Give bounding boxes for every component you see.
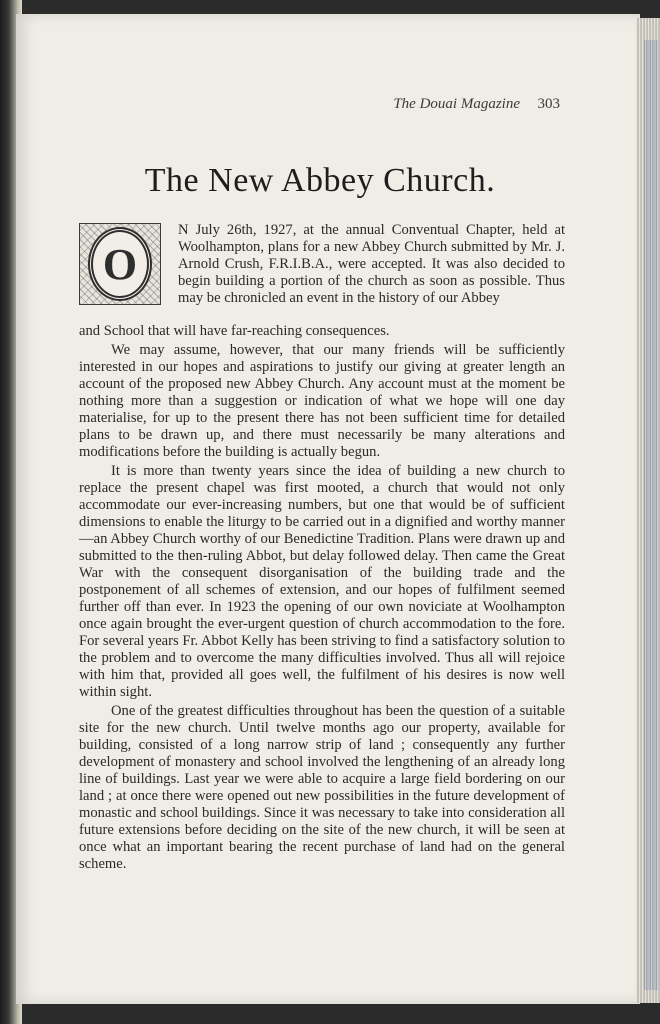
body-text	[79, 342, 565, 873]
article-title: The New Abbey Church.	[144, 162, 496, 199]
paragraph-4: One of the greatest difficulties throughout has been the question of a suitable site for the new church. Until twelve months ago our property, available for building, consisted of a long narrow strip of land ; consequently any further development of monastery and school involved the lengthening of an already long line of buildings. Last year we were able to acquire a large field bordering on our land ; at once there were opened out new possibilities in the future development of monastic and school buildings. Since it was necessary to take into consideration all future extensions before deciding on the site of the new church, it will be seen at once what an important bearing the recent purchase of land had on the general scheme.	[79, 703, 565, 872]
paragraph-2: We may assume, however, that our many friends will be sufficiently interested in our hopes and aspirations to justify our giving at greater length an account of the proposed new Abbey Church. Any account must at the moment be nothing more than a suggestion or indication of what we hope will one day materialise, for up to the present there has not been sufficient time for detailed plans to be drawn up, and there must necessarily be many alterations and modifications before the building is actually begun.	[79, 342, 565, 460]
page-number: 303	[537, 96, 560, 112]
magazine-name: The Douai Magazine	[393, 96, 520, 112]
running-head	[300, 96, 560, 113]
ornamental-drop-cap	[79, 223, 161, 305]
paragraph-1-wrapped: N July 26th, 1927, at the annual Conventual Chapter, held at Woolhampton, plans for a new Abbey Church submitted by Mr. J. Arnold Crush, F.R.I.B.A., were accepted. It was also decided to begin building a portion of the church as soon as possible. Thus may be chronicled an event in the history of our Abbey	[178, 222, 565, 306]
page-edges-tint	[644, 40, 658, 990]
drop-cap-letter: O	[88, 227, 152, 301]
paragraph-1-tail: and School that will have far-reaching consequences.	[79, 323, 390, 339]
paragraph-3: It is more than twenty years since the idea of building a new church to replace the present chapel was first mooted, a church that would not only accommodate our ever-increasing numbers, but one that would be of sufficient dimensions to enable the liturgy to be carried out in a dignified and worthy manner—an Abbey Church worthy of our Benedictine Tradition. Plans were drawn up and submitted to the then-ruling Abbot, but delay followed delay. Then came the Great War with the consequent disorganisation of the building trade and the postponement of all schemes of extension, and our hopes of fulfilment seemed further off than ever. In 1923 the opening of our own noviciate at Woolhampton once again brought the ever-urgent question of church accommodation to the fore. For several years Fr. Abbot Kelly has been striving to find a satisfactory solution to the problem and to overcome the many difficulties involved. Thus all will rejoice with him that, provided all goes well, the fulfilment of his desires is now well within sight.	[79, 463, 565, 700]
